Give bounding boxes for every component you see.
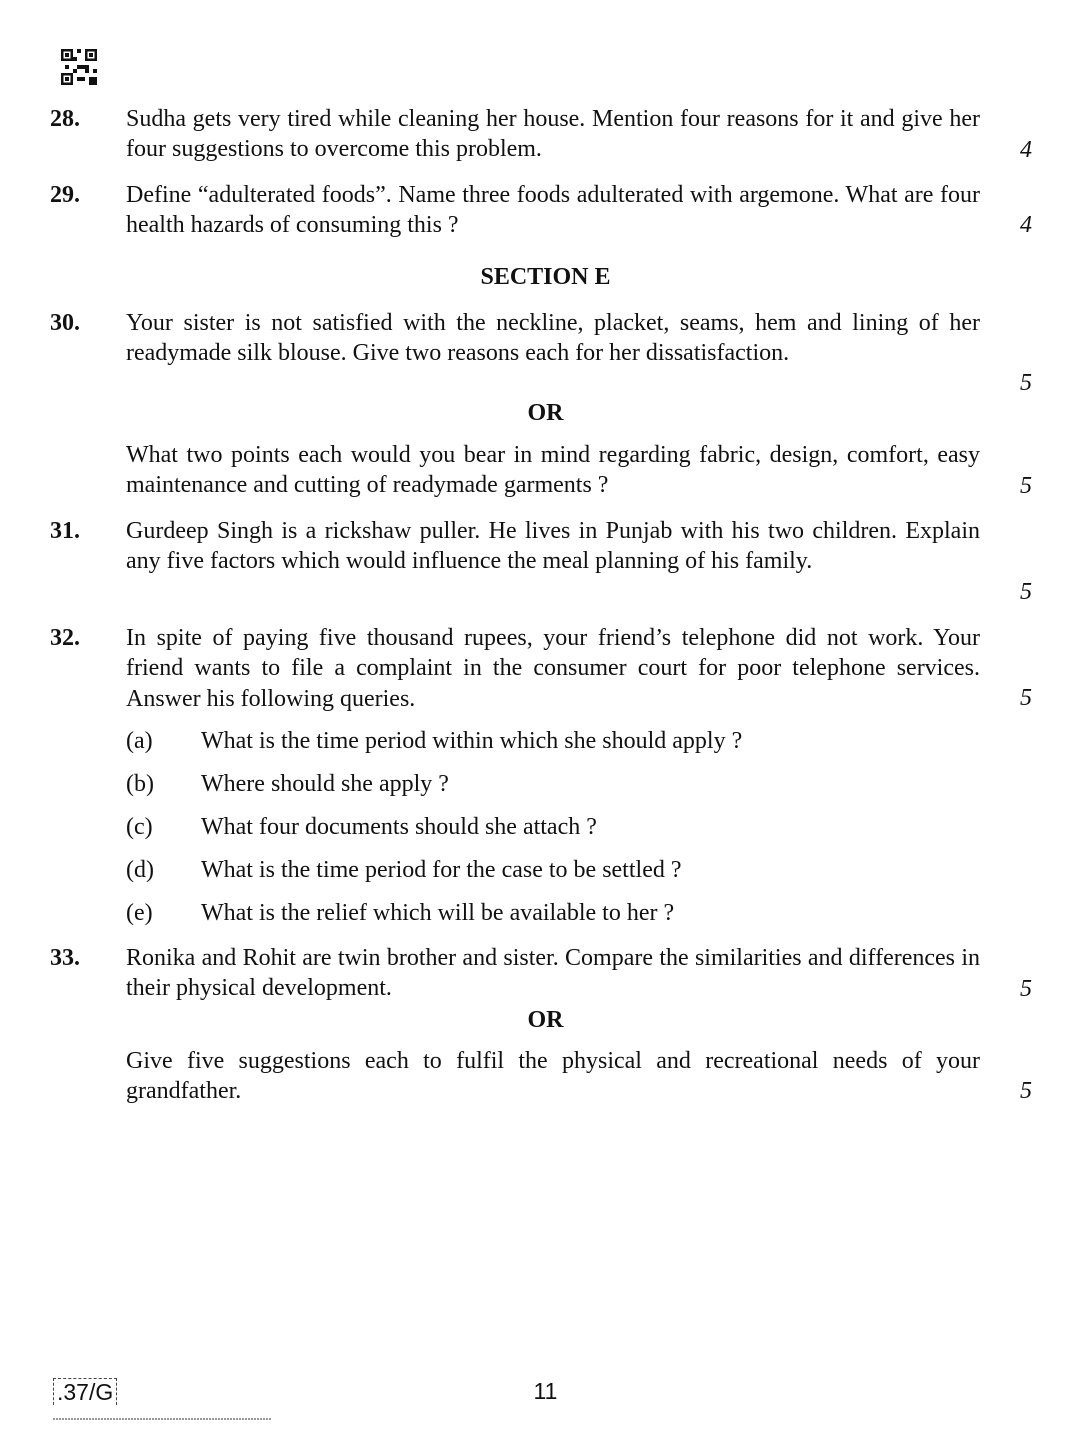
question-number: 29. bbox=[50, 182, 80, 208]
paper-code: .37/G bbox=[53, 1378, 117, 1405]
or-label: OR bbox=[527, 1007, 564, 1033]
subpart-label: (b) bbox=[126, 771, 154, 797]
question-text: Gurdeep Singh is a rickshaw puller. He lives in Punjab with his two children. Explain any five factors which would influence the meal planning of his family. bbox=[126, 518, 980, 575]
marks: 4 bbox=[1020, 212, 1032, 238]
question-alt-text: Give five suggestions each to fulfil the physical and recreational needs of your grandfather. bbox=[126, 1048, 980, 1105]
marks: 4 bbox=[1020, 137, 1032, 163]
subpart-label: (c) bbox=[126, 814, 153, 840]
marks: 5 bbox=[1020, 1078, 1032, 1104]
subpart-label: (a) bbox=[126, 728, 153, 754]
subpart-text: What is the relief which will be available to her ? bbox=[201, 900, 675, 926]
subpart-label: (e) bbox=[126, 900, 153, 926]
subpart-label: (d) bbox=[126, 857, 154, 883]
question-number: 28. bbox=[50, 106, 80, 132]
question-number: 33. bbox=[50, 945, 80, 971]
subpart-text: What is the time period within which she should apply ? bbox=[201, 728, 743, 754]
marks: 5 bbox=[1020, 579, 1032, 605]
subpart-text: What four documents should she attach ? bbox=[201, 814, 597, 840]
marks: 5 bbox=[1020, 976, 1032, 1002]
qr-code bbox=[61, 49, 97, 85]
question-text: Define “adulterated foods”. Name three foods adulterated with argemone. What are four health hazards of consuming this ? bbox=[126, 182, 980, 239]
question-number: 30. bbox=[50, 310, 80, 336]
subpart-text: Where should she apply ? bbox=[201, 771, 449, 797]
question-number: 32. bbox=[50, 625, 80, 651]
marks: 5 bbox=[1020, 473, 1032, 499]
marks: 5 bbox=[1020, 685, 1032, 711]
question-text: Your sister is not satisfied with the neckline, placket, seams, hem and lining of her readymade silk blouse. Give two reasons each for her dissatisfaction. bbox=[126, 310, 980, 367]
microtext-line bbox=[53, 1406, 271, 1410]
page-number: 11 bbox=[533, 1378, 558, 1404]
question-text: Sudha gets very tired while cleaning her house. Mention four reasons for it and give her four suggestions to overcome this problem. bbox=[126, 106, 980, 163]
question-alt-text: What two points each would you bear in mind regarding fabric, design, comfort, easy maintenance and cutting of readymade garments ? bbox=[126, 442, 980, 499]
question-number: 31. bbox=[50, 518, 80, 544]
subpart-text: What is the time period for the case to be settled ? bbox=[201, 857, 682, 883]
marks: 5 bbox=[1020, 370, 1032, 396]
question-text: In spite of paying five thousand rupees, your friend’s telephone did not work. Your friend wants to file a complaint in the consumer court for poor telephone services. Answer his following queries. bbox=[126, 625, 980, 712]
or-label: OR bbox=[527, 400, 564, 426]
section-heading: SECTION E bbox=[480, 264, 611, 290]
question-text: Ronika and Rohit are twin brother and sister. Compare the similarities and differences in their physical development. bbox=[126, 945, 980, 1002]
